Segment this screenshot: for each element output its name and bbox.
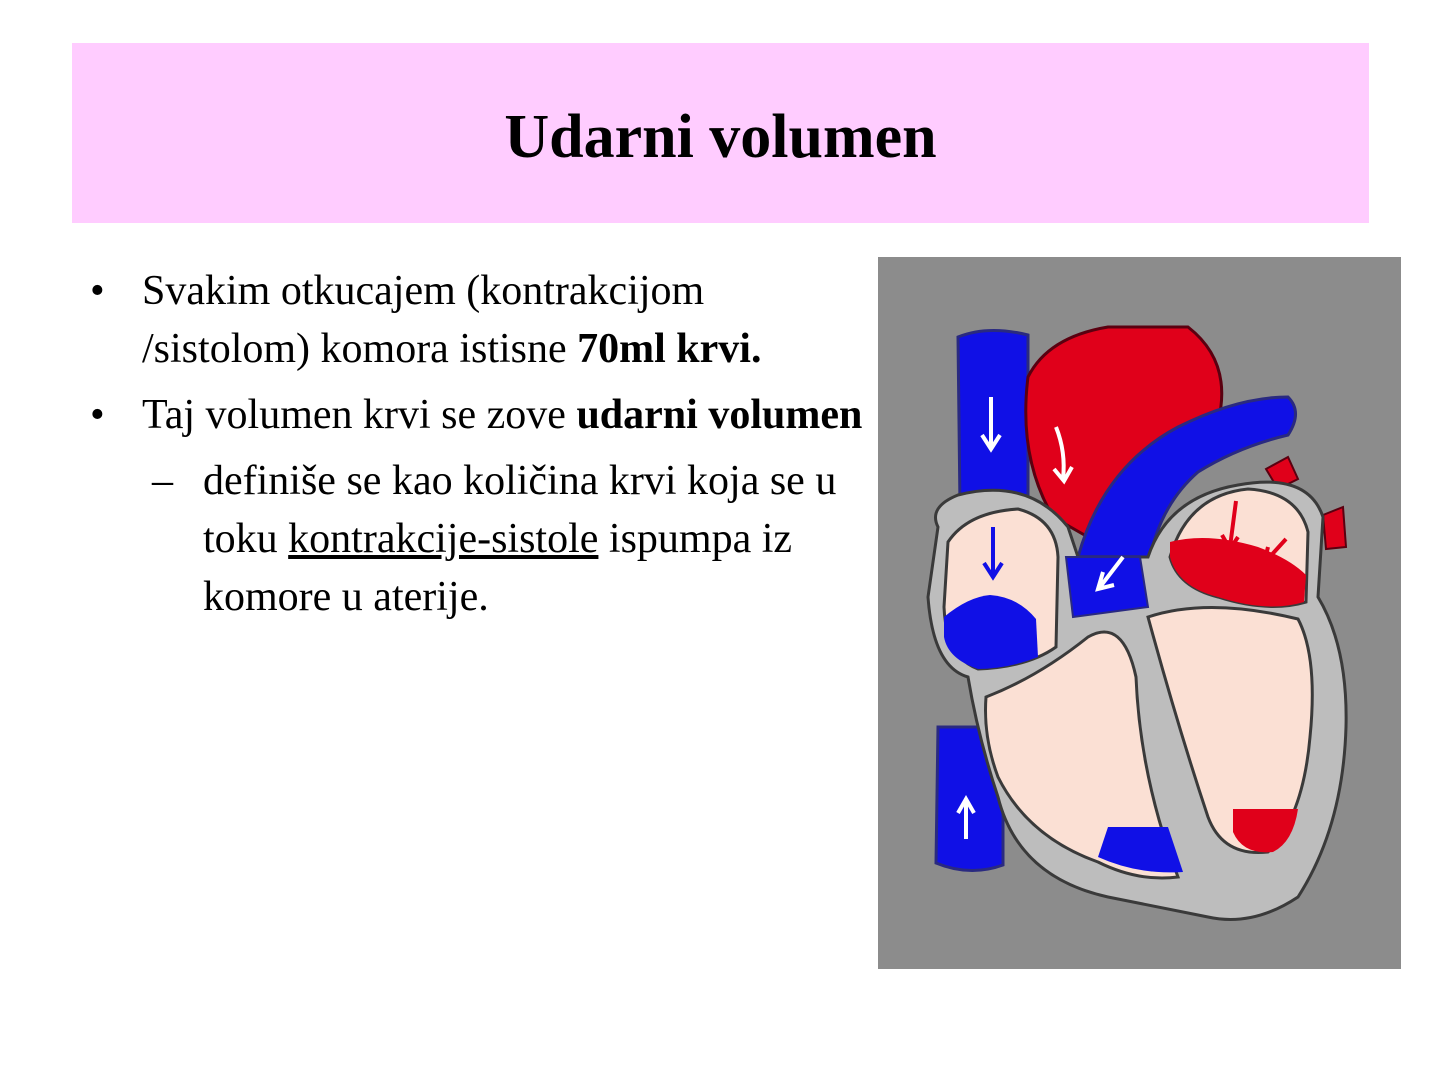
bullet-text: Taj volumen krvi se zove xyxy=(142,392,577,438)
sub-bullet-underlined-text: kontrakcije-sistole xyxy=(288,516,599,562)
bullet-bold-text: udarni volumen xyxy=(576,392,863,438)
heart-diagram-image xyxy=(878,257,1401,969)
bullet-mark: • xyxy=(90,392,105,438)
slide-body xyxy=(90,262,870,626)
title-band xyxy=(72,43,1369,223)
bullet-bold-text: 70ml krvi. xyxy=(577,326,762,372)
slide-title: Udarni volumen xyxy=(504,102,937,171)
heart-illustration xyxy=(878,257,1401,969)
sub-bullet-text: definiše se kao količina krvi koja se u toku xyxy=(203,458,837,562)
bullet-definition-name xyxy=(90,386,870,444)
sub-bullet-text-end: ispumpa iz komore u aterije. xyxy=(203,516,793,620)
sub-bullet-definition xyxy=(90,452,870,626)
bullet-text: Svakim otkucajem (kontrakcijom /sistolom) komora istisne xyxy=(142,268,705,372)
bullet-stroke-volume xyxy=(90,262,870,378)
bullet-mark: • xyxy=(90,268,105,314)
sub-bullet-mark: – xyxy=(152,458,173,504)
